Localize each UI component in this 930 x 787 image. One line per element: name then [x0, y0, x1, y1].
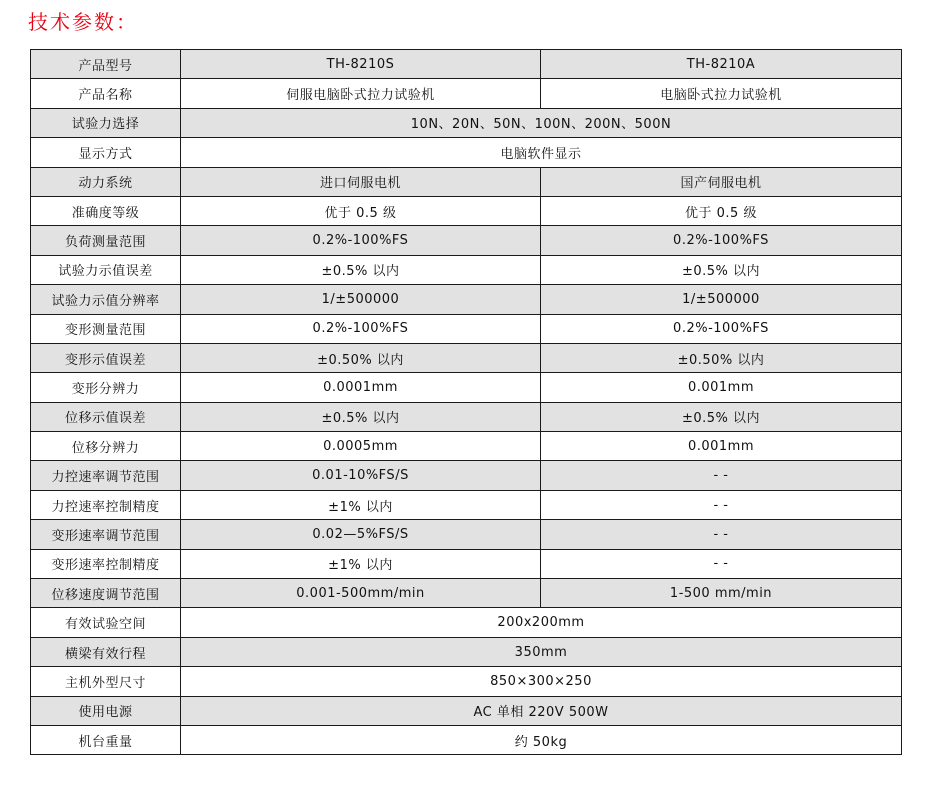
model-s-value-cell: 0.0001mm: [181, 373, 541, 402]
model-s-value-cell: 0.01-10%FS/S: [181, 461, 541, 490]
row-label: 试验力示值分辨率: [31, 285, 181, 314]
model-a-value-cell: - -: [541, 490, 902, 519]
table-row: [31, 402, 902, 431]
table-row: [31, 226, 902, 255]
model-a-value-cell: 电脑卧式拉力试验机: [541, 79, 902, 108]
spec-table: [30, 49, 902, 755]
row-label: 变形示值误差: [31, 343, 181, 372]
model-s-value-cell: 1/±500000: [181, 285, 541, 314]
row-label: 力控速率控制精度: [31, 490, 181, 519]
merged-value-cell: 200x200mm: [181, 608, 902, 637]
model-a-value-cell: TH-8210A: [541, 50, 902, 79]
model-a-value-cell: ±0.50% 以内: [541, 343, 902, 372]
model-a-value-cell: ±0.5% 以内: [541, 402, 902, 431]
merged-value-cell: 约 50kg: [181, 725, 902, 754]
table-row: [31, 343, 902, 372]
row-label: 位移速度调节范围: [31, 579, 181, 608]
model-s-value-cell: ±0.50% 以内: [181, 343, 541, 372]
table-row: [31, 108, 902, 137]
row-label: 试验力选择: [31, 108, 181, 137]
model-a-value-cell: - -: [541, 549, 902, 578]
row-label: 位移分辨力: [31, 432, 181, 461]
model-a-value-cell: 国产伺服电机: [541, 167, 902, 196]
model-s-value-cell: 0.02—5%FS/S: [181, 520, 541, 549]
table-row: [31, 667, 902, 696]
table-row: [31, 432, 902, 461]
model-s-value-cell: 0.2%-100%FS: [181, 314, 541, 343]
row-label: 变形分辨力: [31, 373, 181, 402]
model-a-value-cell: 0.001mm: [541, 432, 902, 461]
row-label: 变形测量范围: [31, 314, 181, 343]
model-a-value-cell: 1-500 mm/min: [541, 579, 902, 608]
model-s-value-cell: 0.001-500mm/min: [181, 579, 541, 608]
table-row: [31, 637, 902, 666]
model-s-value-cell: 0.2%-100%FS: [181, 226, 541, 255]
table-row: [31, 490, 902, 519]
model-a-value-cell: - -: [541, 520, 902, 549]
model-s-value-cell: ±0.5% 以内: [181, 255, 541, 284]
row-label: 变形速率控制精度: [31, 549, 181, 578]
table-row: [31, 196, 902, 225]
table-row: [31, 608, 902, 637]
merged-value-cell: AC 单相 220V 500W: [181, 696, 902, 725]
table-row: [31, 373, 902, 402]
table-row: [31, 314, 902, 343]
row-label: 显示方式: [31, 138, 181, 167]
table-row: [31, 549, 902, 578]
row-label: 准确度等级: [31, 196, 181, 225]
row-label: 变形速率调节范围: [31, 520, 181, 549]
spec-table-body: [31, 50, 902, 755]
table-row: [31, 167, 902, 196]
row-label: 横梁有效行程: [31, 637, 181, 666]
model-s-value-cell: 0.0005mm: [181, 432, 541, 461]
merged-value-cell: 850×300×250: [181, 667, 902, 696]
model-s-value-cell: 进口伺服电机: [181, 167, 541, 196]
model-s-value-cell: ±1% 以内: [181, 549, 541, 578]
row-label: 试验力示值误差: [31, 255, 181, 284]
table-row: [31, 285, 902, 314]
table-row: [31, 520, 902, 549]
merged-value-cell: 电脑软件显示: [181, 138, 902, 167]
row-label: 使用电源: [31, 696, 181, 725]
table-row: [31, 255, 902, 284]
row-label: 机台重量: [31, 725, 181, 754]
merged-value-cell: 10N、20N、50N、100N、200N、500N: [181, 108, 902, 137]
model-a-value-cell: 0.2%-100%FS: [541, 314, 902, 343]
model-a-value-cell: 优于 0.5 级: [541, 196, 902, 225]
table-row: [31, 138, 902, 167]
model-a-value-cell: 1/±500000: [541, 285, 902, 314]
model-a-value-cell: - -: [541, 461, 902, 490]
table-row: [31, 50, 902, 79]
row-label: 产品型号: [31, 50, 181, 79]
page-title: 技术参数：: [28, 10, 138, 34]
model-s-value-cell: TH-8210S: [181, 50, 541, 79]
merged-value-cell: 350mm: [181, 637, 902, 666]
table-row: [31, 579, 902, 608]
model-s-value-cell: ±1% 以内: [181, 490, 541, 519]
row-label: 位移示值误差: [31, 402, 181, 431]
model-s-value-cell: ±0.5% 以内: [181, 402, 541, 431]
row-label: 力控速率调节范围: [31, 461, 181, 490]
table-row: [31, 461, 902, 490]
model-a-value-cell: 0.2%-100%FS: [541, 226, 902, 255]
row-label: 动力系统: [31, 167, 181, 196]
row-label: 负荷测量范围: [31, 226, 181, 255]
table-row: [31, 725, 902, 754]
model-a-value-cell: ±0.5% 以内: [541, 255, 902, 284]
table-row: [31, 696, 902, 725]
row-label: 产品名称: [31, 79, 181, 108]
model-s-value-cell: 伺服电脑卧式拉力试验机: [181, 79, 541, 108]
row-label: 有效试验空间: [31, 608, 181, 637]
model-a-value-cell: 0.001mm: [541, 373, 902, 402]
table-row: [31, 79, 902, 108]
row-label: 主机外型尺寸: [31, 667, 181, 696]
model-s-value-cell: 优于 0.5 级: [181, 196, 541, 225]
